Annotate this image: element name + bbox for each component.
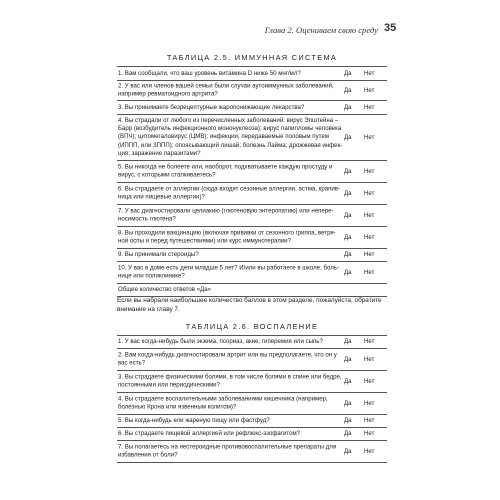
yes-option: Да [344, 86, 352, 94]
running-head: Глава 2. Оцениваем свою среду [264, 25, 378, 35]
table-row [117, 428, 387, 441]
table-row [117, 227, 387, 249]
yes-option: Да [344, 399, 352, 407]
table-row [117, 66, 387, 81]
yes-option: Да [344, 416, 352, 424]
no-option: Нет [364, 337, 375, 345]
yes-option: Да [344, 447, 352, 455]
table-2-5-note: Если вы набрали наибольшее количество баллов в этом разделе, пожалуйста, обратите внимание на главу 7. [117, 297, 382, 313]
yes-option: Да [344, 211, 352, 219]
no-option: Нет [364, 103, 375, 111]
no-option: Нет [364, 355, 375, 363]
table-row [117, 415, 387, 428]
table-row [117, 349, 387, 371]
question-text: 4. Вы страдаете воспалительными заболеваниями кишечника (например, болезнью Крона или язвенным колитом)? [118, 395, 328, 411]
question-text: 6. Вы страдаете от аллергии (сюда входят сезонные аллергии, астма, крапив-ница или пищевые аллергии)? [118, 185, 341, 201]
table-row [117, 205, 387, 227]
yes-option: Да [344, 69, 352, 77]
question-text: 5. Вы никогда не болеете или, наоборот, подхватываете каждую простуду и вирус, с которыми сталкиваетесь? [118, 163, 333, 179]
no-option: Нет [364, 429, 375, 437]
question-text: 7. У вас диагностировали целиакию (глютеновую энтеропатию) или непере-носимость глютена? [118, 207, 334, 223]
no-option: Нет [364, 189, 375, 197]
table-2-5-title: ТАБЛИЦА 2.5. ИММУННАЯ СИСТЕМА [166, 53, 338, 62]
question-text: 1. У вас когда-нибудь были экзема, псориаз, акне, гиперемия или сыпь? [118, 337, 323, 345]
question-text: 1. Вам сообщали, что ваш уровень витамина D ниже 50 мнг/мл? [118, 69, 301, 77]
table-row [117, 441, 387, 463]
question-text: 8. Вы проходили вакцинацию (включая прививки от сезонного гриппа, ветря-ной оспы и перед путешествиями) или курс иммунотерапии? [118, 229, 336, 245]
no-option: Нет [364, 377, 375, 385]
no-option: Нет [364, 250, 375, 258]
no-option: Нет [364, 211, 375, 219]
yes-option: Да [344, 233, 352, 241]
question-text: 2. У вас или членов вашей семьи были случаи аутоиммунных заболеваний, например ревматоидного артрита? [118, 82, 334, 98]
yes-option: Да [344, 167, 352, 175]
question-text: 2. Вам когда-нибудь диагностировали артрит или вы предполагаете, что он у вас есть? [118, 351, 337, 367]
no-option: Нет [364, 167, 375, 175]
yes-option: Да [344, 355, 352, 363]
no-option: Нет [364, 233, 375, 241]
table-row [117, 393, 387, 415]
question-text: 3. Вы страдаете физическими болями, в том числе болями в спине или бедре, постоянными или периодическими? [118, 373, 342, 389]
no-option: Нет [364, 133, 375, 141]
no-option: Нет [364, 399, 375, 407]
question-text: 5. Вы когда-нибудь ели жареную пищу или фастфуд? [118, 416, 270, 424]
question-text: 6. Вы страдаете пищевой аллергией или рефлюкс-эзофагитом? [118, 429, 301, 437]
table-row [117, 115, 387, 161]
no-option: Нет [364, 86, 375, 94]
table-row [117, 335, 387, 349]
no-option: Нет [364, 69, 375, 77]
no-option: Нет [364, 416, 375, 424]
yes-option: Да [344, 377, 352, 385]
table-row [117, 161, 387, 183]
no-option: Нет [364, 268, 375, 276]
question-text: 7. Вы полагаетесь на нестероидные противовоспалительные препараты для избавления от боли? [118, 443, 337, 459]
no-option: Нет [364, 447, 375, 455]
page-number: 35 [384, 22, 397, 34]
table-row [117, 249, 387, 262]
question-text: 10. У вас в доме есть дети младше 5 лет? И/или вы работаете в школе, боль-нице или поликлинике? [118, 264, 339, 280]
table-row [117, 183, 387, 205]
question-text: 3. Вы принимаете безрецептурные жаропонижающие лекарства? [118, 103, 305, 111]
total-row [117, 284, 387, 297]
yes-option: Да [344, 429, 352, 437]
yes-option: Да [344, 189, 352, 197]
yes-option: Да [344, 250, 352, 258]
table-2-6-title: ТАБЛИЦА 2.6. ВОСПАЛЕНИЕ [185, 322, 319, 331]
table-row [117, 262, 387, 284]
yes-option: Да [344, 133, 352, 141]
yes-option: Да [344, 337, 352, 345]
table-row [117, 371, 387, 393]
total-label: Общее количество ответов «Да» [118, 285, 211, 293]
yes-option: Да [344, 268, 352, 276]
table-row [117, 81, 387, 101]
question-text: 4. Вы страдали от любого из перечисленных заболеваний: вирус Эпштейна – Барр (возбудитель инфекционного мононуклеоза); вирус папилломы человека (ВПЧ); цитомегаловирус (ЦМВ); инфекции, передаваемые половым путем (ИППП, или ЗППП); опоясывающий лишай; болезнь Лайма; дрожжевая инфек-ция; заражение паразитами? [118, 116, 343, 158]
yes-option: Да [344, 103, 352, 111]
table-row [117, 101, 387, 115]
question-text: 9. Вы принимали стероиды? [118, 250, 199, 258]
